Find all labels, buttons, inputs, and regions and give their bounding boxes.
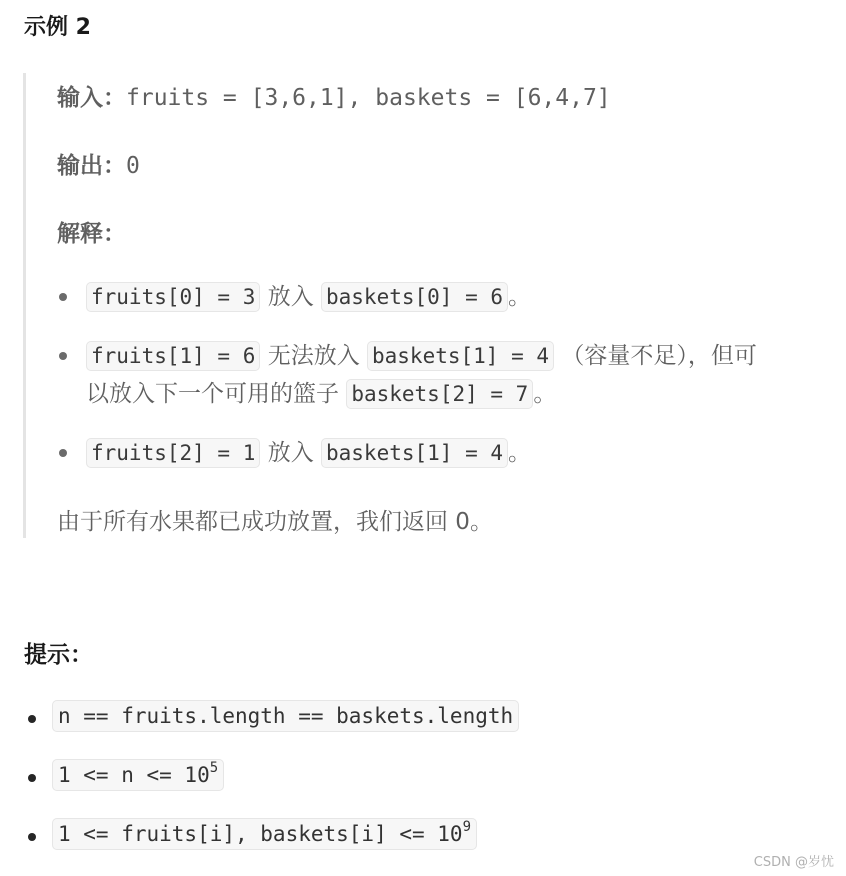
exponent: 9 — [462, 819, 472, 835]
code-text: 1 <= n <= 10 — [58, 763, 210, 787]
inline-code: fruits[2] = 1 — [86, 438, 260, 468]
hint-item — [52, 760, 224, 787]
item-text: （容量不足），但可 — [561, 343, 757, 369]
list-bullet — [59, 352, 67, 360]
inline-code: baskets[1] = 4 — [321, 438, 508, 468]
list-item — [86, 434, 531, 472]
item-text: 放入 — [267, 284, 314, 310]
inline-code: baskets[1] = 4 — [367, 341, 554, 371]
code-text: 1 <= fruits[i], baskets[i] <= 10 — [58, 822, 463, 846]
explain-label-line — [57, 215, 126, 248]
item-text: 以放入下一个可用的篮子 — [86, 381, 339, 407]
list-bullet — [59, 293, 67, 301]
item-text: 放入 — [267, 440, 314, 466]
output-label: 输出： — [57, 153, 126, 179]
output-value: 0 — [126, 153, 140, 179]
inline-code — [52, 818, 477, 850]
inline-code: n == fruits.length == baskets.length — [52, 700, 519, 732]
list-bullet — [28, 833, 36, 841]
hint-item — [52, 819, 477, 846]
inline-code — [52, 759, 224, 791]
list-item — [86, 278, 531, 316]
watermark: CSDN @岁忧 — [753, 855, 834, 870]
hint-item — [52, 704, 519, 728]
item-text: 。 — [508, 440, 532, 466]
list-bullet — [59, 449, 67, 457]
example-heading: 示例 2 — [24, 15, 91, 40]
inline-code: baskets[0] = 6 — [321, 282, 508, 312]
input-label: 输入： — [57, 85, 126, 111]
inline-code: baskets[2] = 7 — [346, 379, 533, 409]
exponent: 5 — [209, 760, 219, 776]
inline-code: fruits[1] = 6 — [86, 341, 260, 371]
example-block — [23, 73, 816, 538]
item-text: 。 — [533, 381, 557, 407]
input-line — [57, 79, 611, 112]
output-line — [57, 147, 140, 180]
conclusion-text: 由于所有水果都已成功放置，我们返回 0。 — [57, 509, 493, 535]
item-text: 。 — [508, 284, 532, 310]
inline-code: fruits[0] = 3 — [86, 282, 260, 312]
input-value: fruits = [3,6,1], baskets = [6,4,7] — [126, 85, 611, 111]
explain-label: 解释： — [57, 221, 126, 247]
list-bullet — [28, 715, 36, 723]
list-bullet — [28, 774, 36, 782]
list-item — [86, 337, 757, 413]
item-text: 无法放入 — [267, 343, 360, 369]
hints-heading: 提示： — [24, 642, 93, 668]
